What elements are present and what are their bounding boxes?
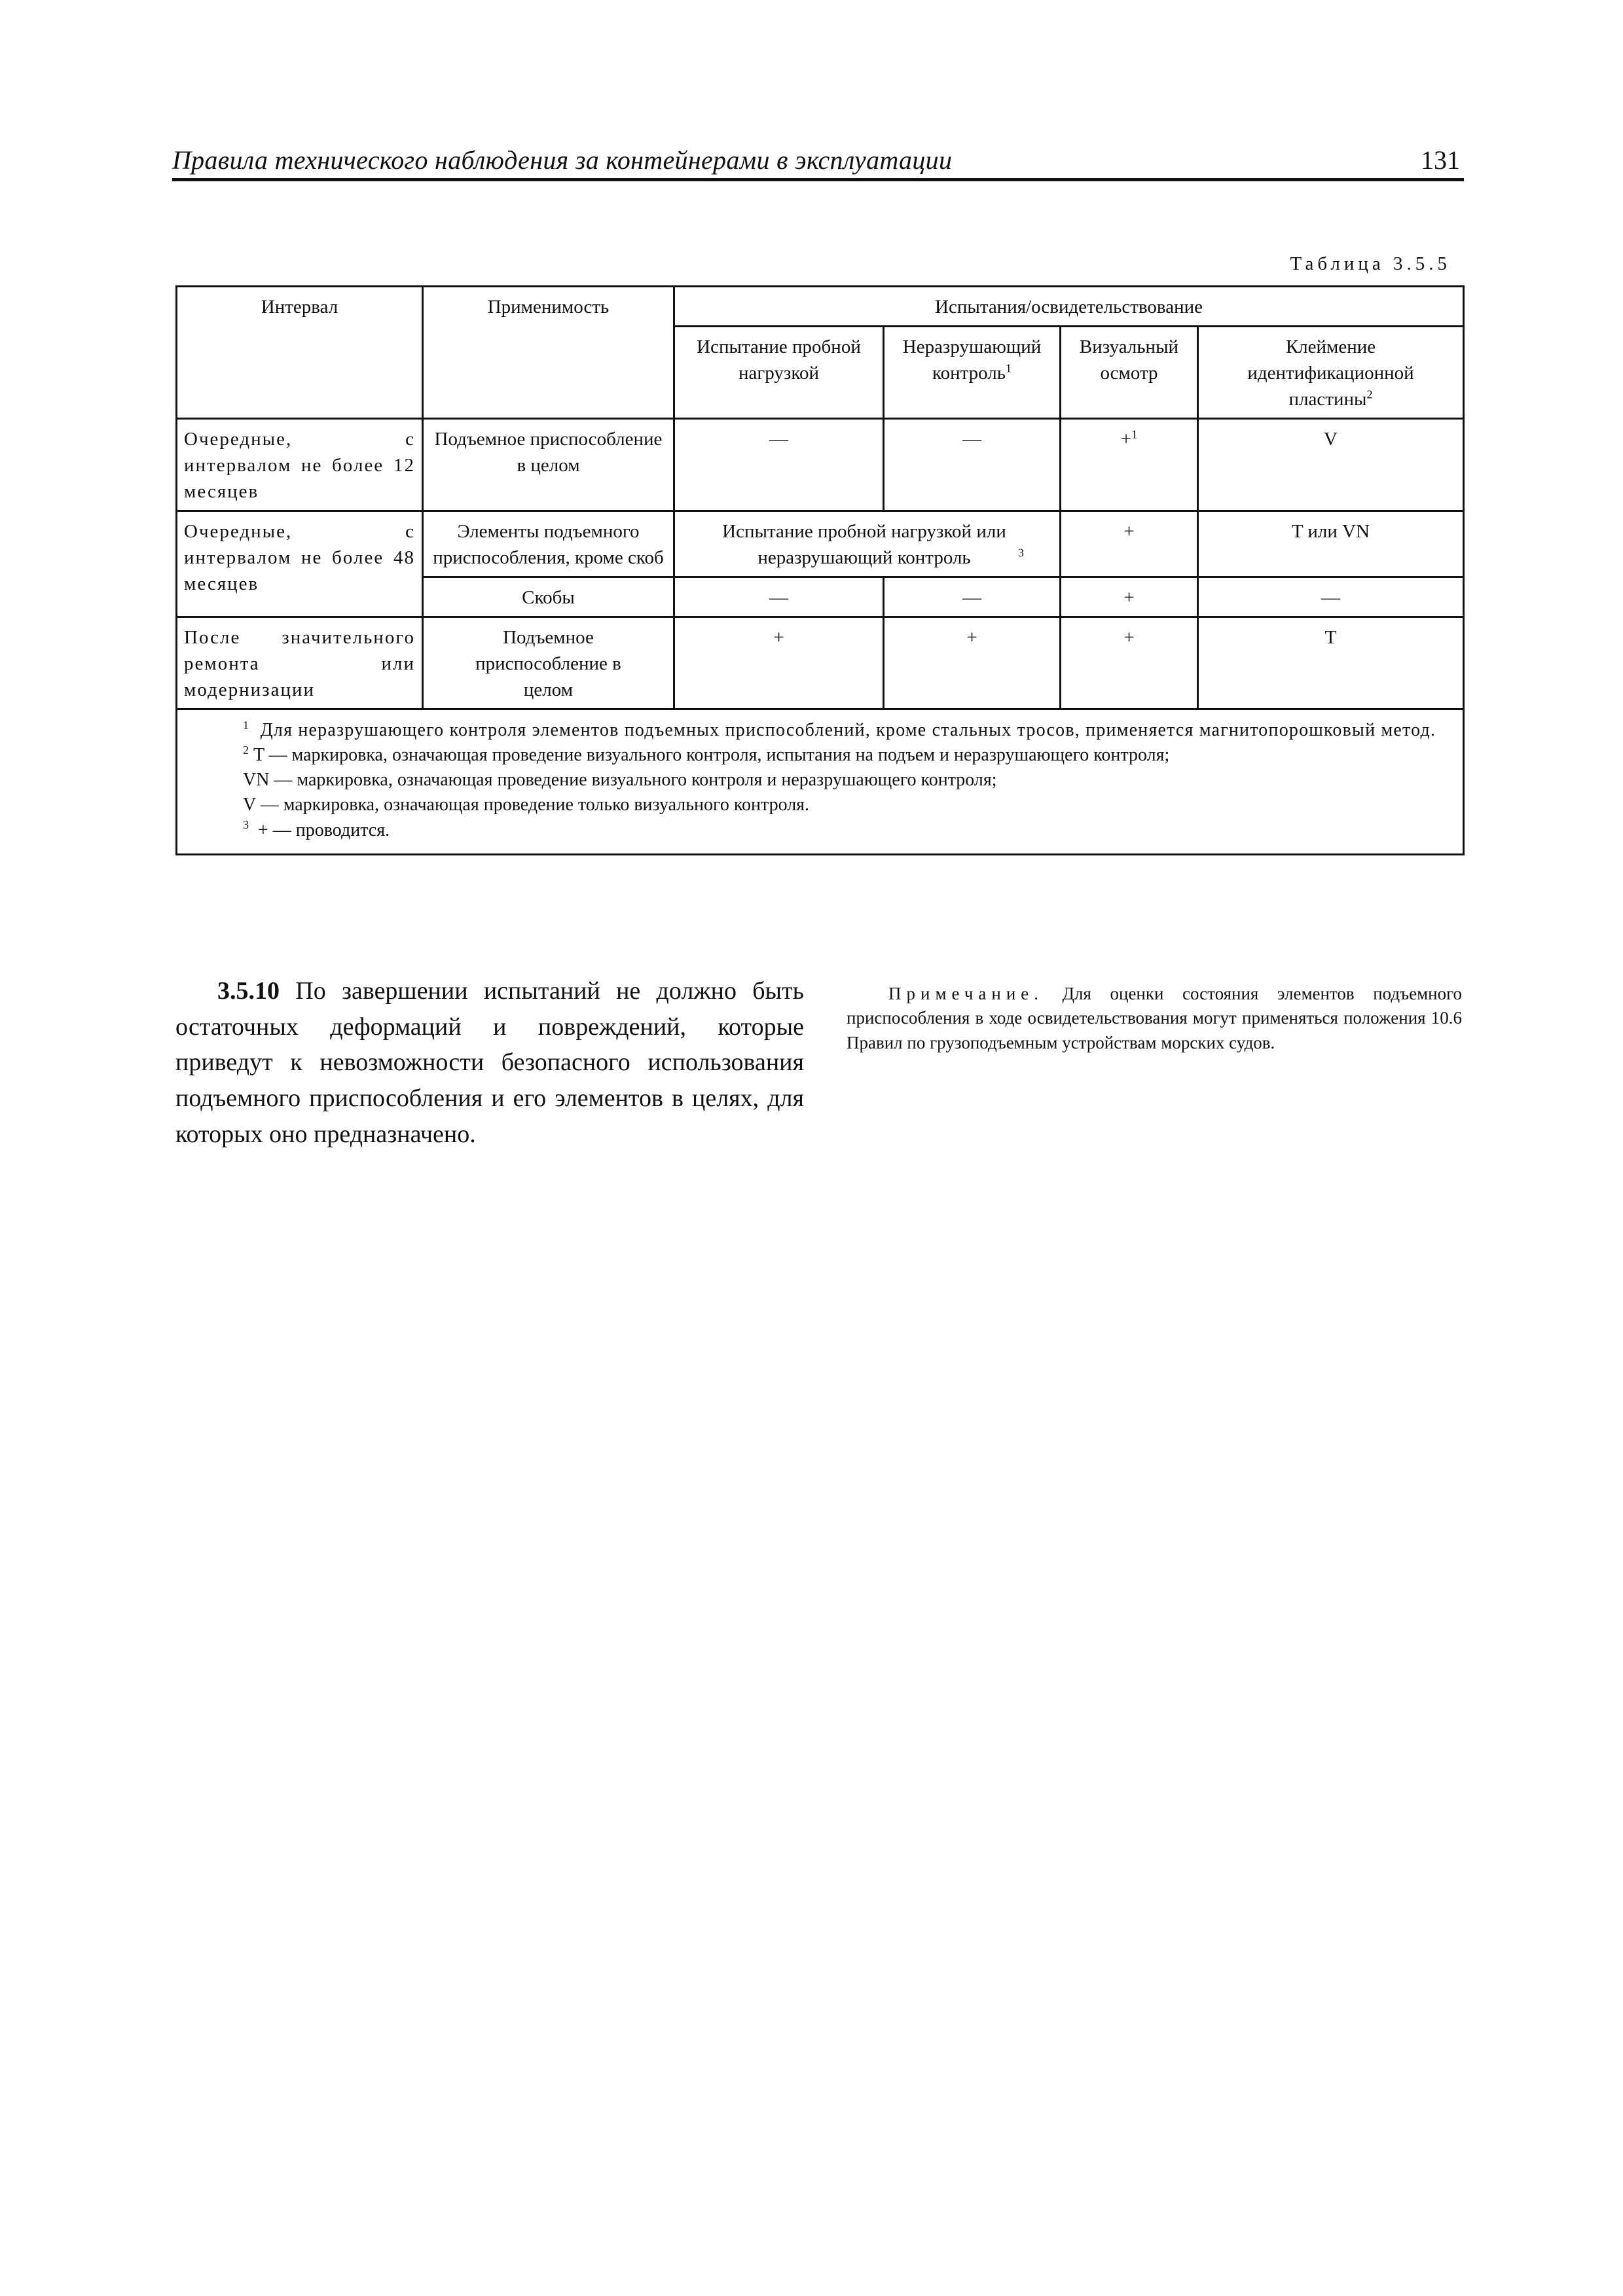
- cell-marking: —: [1198, 577, 1464, 617]
- cell-applicability-text: Подъемное приспособление в целом: [475, 627, 621, 701]
- cell-visual: [1061, 419, 1198, 511]
- cell-applicability: Скобы: [423, 577, 674, 617]
- cell-ndt: —: [884, 577, 1061, 617]
- cell-visual: +: [1061, 511, 1198, 577]
- header-applicability: Применимость: [423, 287, 674, 419]
- table-note: [187, 743, 1453, 768]
- note-label: Примечание.: [888, 984, 1044, 1003]
- footnote-mark: 1: [243, 718, 250, 732]
- footnote-mark: 3: [243, 818, 249, 832]
- header-marking-text: Клеймение идентификационной пластины: [1247, 336, 1414, 410]
- header-marking: [1198, 327, 1464, 419]
- table-note: [187, 768, 1453, 793]
- cell-visual-text: +: [1120, 429, 1132, 450]
- table-note-text: Для неразрушающего контроля элементов подъемных приспособлений, кроме стальных тросов, применяется магнитопорошковый метод.: [260, 720, 1436, 741]
- table-row: [177, 617, 1464, 709]
- footnote-mark: 2: [243, 743, 249, 757]
- footnote-ref: 3: [1018, 546, 1024, 560]
- inspection-table: [175, 285, 1465, 855]
- header-visual-text: Визуальный осмотр: [1079, 336, 1179, 384]
- cell-applicability: Элементы подъемного приспособления, кроме скоб: [423, 511, 674, 577]
- section-paragraph: [175, 973, 804, 1153]
- section-body: По завершении испытаний не должно быть остаточных деформаций и повреждений, которые приведут к невозможности безопасного использования подъемного приспособления и его элементов в целях, для которых оно предназначено.: [175, 977, 804, 1148]
- header-tests: Испытания/освидетельствование: [674, 287, 1464, 327]
- table-row: [177, 419, 1464, 511]
- cell-combined-test: [674, 511, 1061, 577]
- table-row: [177, 511, 1464, 577]
- cell-ndt: —: [884, 419, 1061, 511]
- header-proof-load-text: Испытание пробной нагрузкой: [697, 336, 861, 384]
- cell-applicability: Подъемное приспособление в целом: [423, 419, 674, 511]
- cell-proof-load: +: [674, 617, 884, 709]
- footnote-ref: 2: [1366, 387, 1373, 401]
- cell-proof-load: —: [674, 419, 884, 511]
- cell-visual: +: [1061, 617, 1198, 709]
- page-number: 131: [1421, 145, 1460, 175]
- note-block: [847, 982, 1462, 1055]
- cell-applicability: [423, 617, 674, 709]
- note-text: Для оценки состояния элементов подъемного приспособления в ходе освидетельствования могут применяться положения 10.6 Правил по грузоподъемным устройствам морских судов.: [847, 984, 1463, 1052]
- table-note: [187, 818, 1453, 843]
- table-note: [187, 793, 1453, 817]
- header-proof-load: [674, 327, 884, 419]
- cell-interval: После значительного ремонта или модернизации: [177, 617, 423, 709]
- table-notes: [177, 709, 1464, 854]
- running-title: Правила технического наблюдения за контейнерами в эксплуатации: [172, 145, 953, 175]
- cell-ndt: +: [884, 617, 1061, 709]
- cell-visual: +: [1061, 577, 1198, 617]
- table-note-text: VN — маркировка, означающая проведение визуального контроля и неразрушающего контроля;: [243, 770, 997, 791]
- cell-marking: T: [1198, 617, 1464, 709]
- cell-marking: T или VN: [1198, 511, 1464, 577]
- table-note-text: T — маркировка, означающая проведение визуального контроля, испытания на подъем и неразрушающего контроля;: [253, 745, 1170, 766]
- footnote-ref: 1: [1131, 427, 1138, 441]
- header-interval: Интервал: [177, 287, 423, 419]
- cell-interval: Очередные, с интервалом не более 12 месяцев: [177, 419, 423, 511]
- cell-combined-text: Испытание пробной нагрузкой или неразрушающий контроль: [722, 521, 1006, 569]
- table-note: [187, 718, 1453, 743]
- section-number: 3.5.10: [217, 977, 280, 1005]
- table-notes-row: [177, 709, 1464, 854]
- header-ndt: [884, 327, 1061, 419]
- cell-interval: Очередные, с интервалом не более 48 месяцев: [177, 511, 423, 617]
- cell-proof-load: —: [674, 577, 884, 617]
- running-header: [172, 144, 1464, 181]
- table-note-text: + — проводится.: [258, 819, 390, 840]
- header-ndt-text: Неразрушающий контроль: [902, 336, 1042, 384]
- table-caption: Таблица 3.5.5: [1290, 253, 1451, 274]
- cell-marking: V: [1198, 419, 1464, 511]
- header-visual: [1061, 327, 1198, 419]
- table-header-row: [177, 287, 1464, 327]
- footnote-ref: 1: [1005, 361, 1012, 375]
- table-note-text: V — маркировка, означающая проведение только визуального контроля.: [243, 795, 810, 816]
